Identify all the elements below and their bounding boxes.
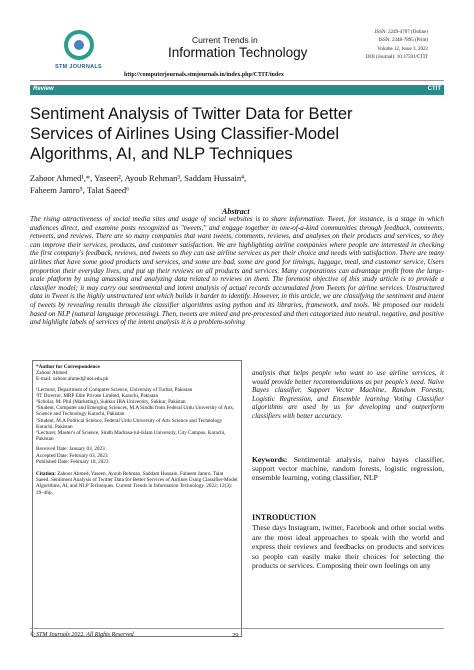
journal-title: Information Technology (168, 45, 308, 60)
received-date: Received Date: January 03, 2023 (36, 446, 105, 453)
keywords-section (252, 455, 444, 483)
citation-block (36, 471, 238, 496)
affiliation-item: ⁶Lecturer, Master's of Science, Sindh Madrasa-tul-Islam University, City Campus, Karachi, Pakistan (36, 430, 226, 443)
correspondence-email[interactable]: E-mail: zahoor.ahmed@uot.edu.pk (36, 376, 109, 383)
issn-online: ISSN: 2249-4707 (Online) (374, 30, 428, 35)
citation-label: Citation: (36, 471, 56, 478)
article-dates (36, 446, 238, 465)
header-rule (30, 80, 444, 81)
affiliation-item: ²IT Director, MRP Elite Private Limited, Karachi, Pakistan (36, 392, 159, 399)
affiliation-item: ⁵Student, M.A Political Science, Federal Urdu University of Arts Science and Technology Karachi, Pakistan (36, 417, 223, 430)
footer-rule (30, 628, 444, 629)
author-info-content (36, 364, 238, 496)
affiliation-item: ¹Lecturer, Department of Computer Science, University of Turbat, Pakistan (36, 386, 193, 393)
authors-line-2: Faheem Jamro⁵, Talat Saeed⁶ (30, 184, 130, 195)
section-type: Review (33, 86, 54, 92)
correspondence-heading: *Author for Correspondence (36, 364, 100, 370)
journal-doi: DOI (Journal): 10.37591/CTIT (365, 54, 428, 60)
author-list (30, 173, 390, 196)
correspondence-name: Zahoor Ahmed (36, 370, 68, 377)
affiliation-item: ⁴Student, Computer and Emerging Sciences, M.A Sindhi from Federal Urdu University of Arts, Science and Technology Karachi, Pakistan (36, 405, 234, 418)
keywords-text: Sentimental analysis, naive bayes classifier, support vector machine, random forests, logistic regression, ensemble learning, voting classifier, NLP (252, 455, 445, 483)
logo-text: STM JOURNALS (55, 64, 102, 70)
volume-issue: Volume 12, Issue 3, 2022 (377, 46, 428, 52)
citation-text: Zahoor Ahmed, Yaseen, Ayoub Rehman, Saddam Hussain, Faheem Jamro, Talat Saeed. Sentiment Analysis of Twitter Data for Better Services of Airlines Using Classifier-Model Algorithms, AI, and NLP Techniques. Current Trends in Information Technology. 2022; 12(3): 29–46p. (36, 471, 238, 496)
affiliation-list (36, 387, 238, 443)
published-date: Published Date: February 10, 2023 (36, 458, 109, 465)
intro-heading: INTRODUCTION (252, 513, 317, 522)
footer-copyright: © STM Journals 2022. All Rights Reserved (30, 632, 134, 638)
journal-subtitle: Current Trends in (192, 35, 258, 45)
abstract-text: The rising attractiveness of social media sites and usage of social websites is to share information. Tweet, for instance, is a stage in which audiences direct, and examine posts recognized as "tweets," and engage together in one-of-a-kind communities through feedback, comments, retweets, and reviews. There are so many companies that want tweets, comments, reviews, and analyses on their products and services, so they can improve their services, products, and customer satisfaction. We are highlighting airline companies where people are interested in checking the first company's feedback, reviews, and tweets so they can use airline services as per their choice and needs with satisfaction. There are many airlines that have some good products and services, and some are bad, some are good for timings, luggage, meal, and customer service, Users proportion their everyday lives, and put up their reviews on all products and services. Many corporations can advantage profit from the large-scale platform by using amassing and analyzing data related to reviews on them. The foremost objective of this study article is to provide a classifier model; it may carry out sentimental and intent analysis of actual records accumulated from Tweets for airline services. Unstructured data in Tweet is the highly unstructured text which builds it harder to identify. However, in this article, we are classifying the sentiment and intent of tweets by revealing results through the classifier algorithms using python and its libraries, framework, and tools. We proposed our models based on NLP (natural language processing). Then, tweets are mined and pre-processed and then categorized into neutral, negative, and positive and highlight labels of services of the intent analysis it is a problem-solving (30, 215, 444, 327)
abstract-continued: analysis that helps people who want to use airline services, it would provide better recommendations as per people's need. Naive Bayes classifier, Support Vector Machine, Random Forests, Logistic Regression, and Ensemble learning Voting Classifier algorithms are used by us for developing and outperform classifiers with better accuracy. (252, 369, 444, 420)
affiliation-item: ³Scholar, M. Phil (Marketing), Sukkur IBA University, Sukkur, Pakistan (36, 399, 186, 406)
issn-print: ISSN: 2348-7895 (Print) (378, 38, 428, 44)
accepted-date: Accepted Date: February 03, 2023 (36, 452, 108, 459)
keywords-label: Keywords: (252, 455, 288, 464)
page-number: 29 (232, 632, 239, 639)
authors-line-1: Zahoor Ahmed¹,*, Yaseen², Ayoub Rehman³, Saddam Hussain⁴, (30, 173, 247, 183)
intro-text: These days Instagram, twitter, Facebook and other social webs are the most ideal approaches to speak with the world and express their reviews and feedbacks on products and services so people can easily make their choices for selecting the products or services. Composing their own feelings on any (252, 523, 444, 570)
section-bar (30, 85, 444, 95)
journal-meta (366, 29, 428, 62)
abstract-heading: Abstract (222, 207, 250, 216)
article-title: Sentiment Analysis of Twitter Data for Better Services of Airlines Using Classifier-Model Algorithms, AI, and NLP Techniques (30, 105, 353, 163)
journal-logo-icon (64, 30, 94, 60)
section-journal-code: CTIT (427, 86, 441, 92)
journal-url-link[interactable]: http://computerjournals.stmjournals.in/index.php/CTIT/index (124, 72, 284, 78)
